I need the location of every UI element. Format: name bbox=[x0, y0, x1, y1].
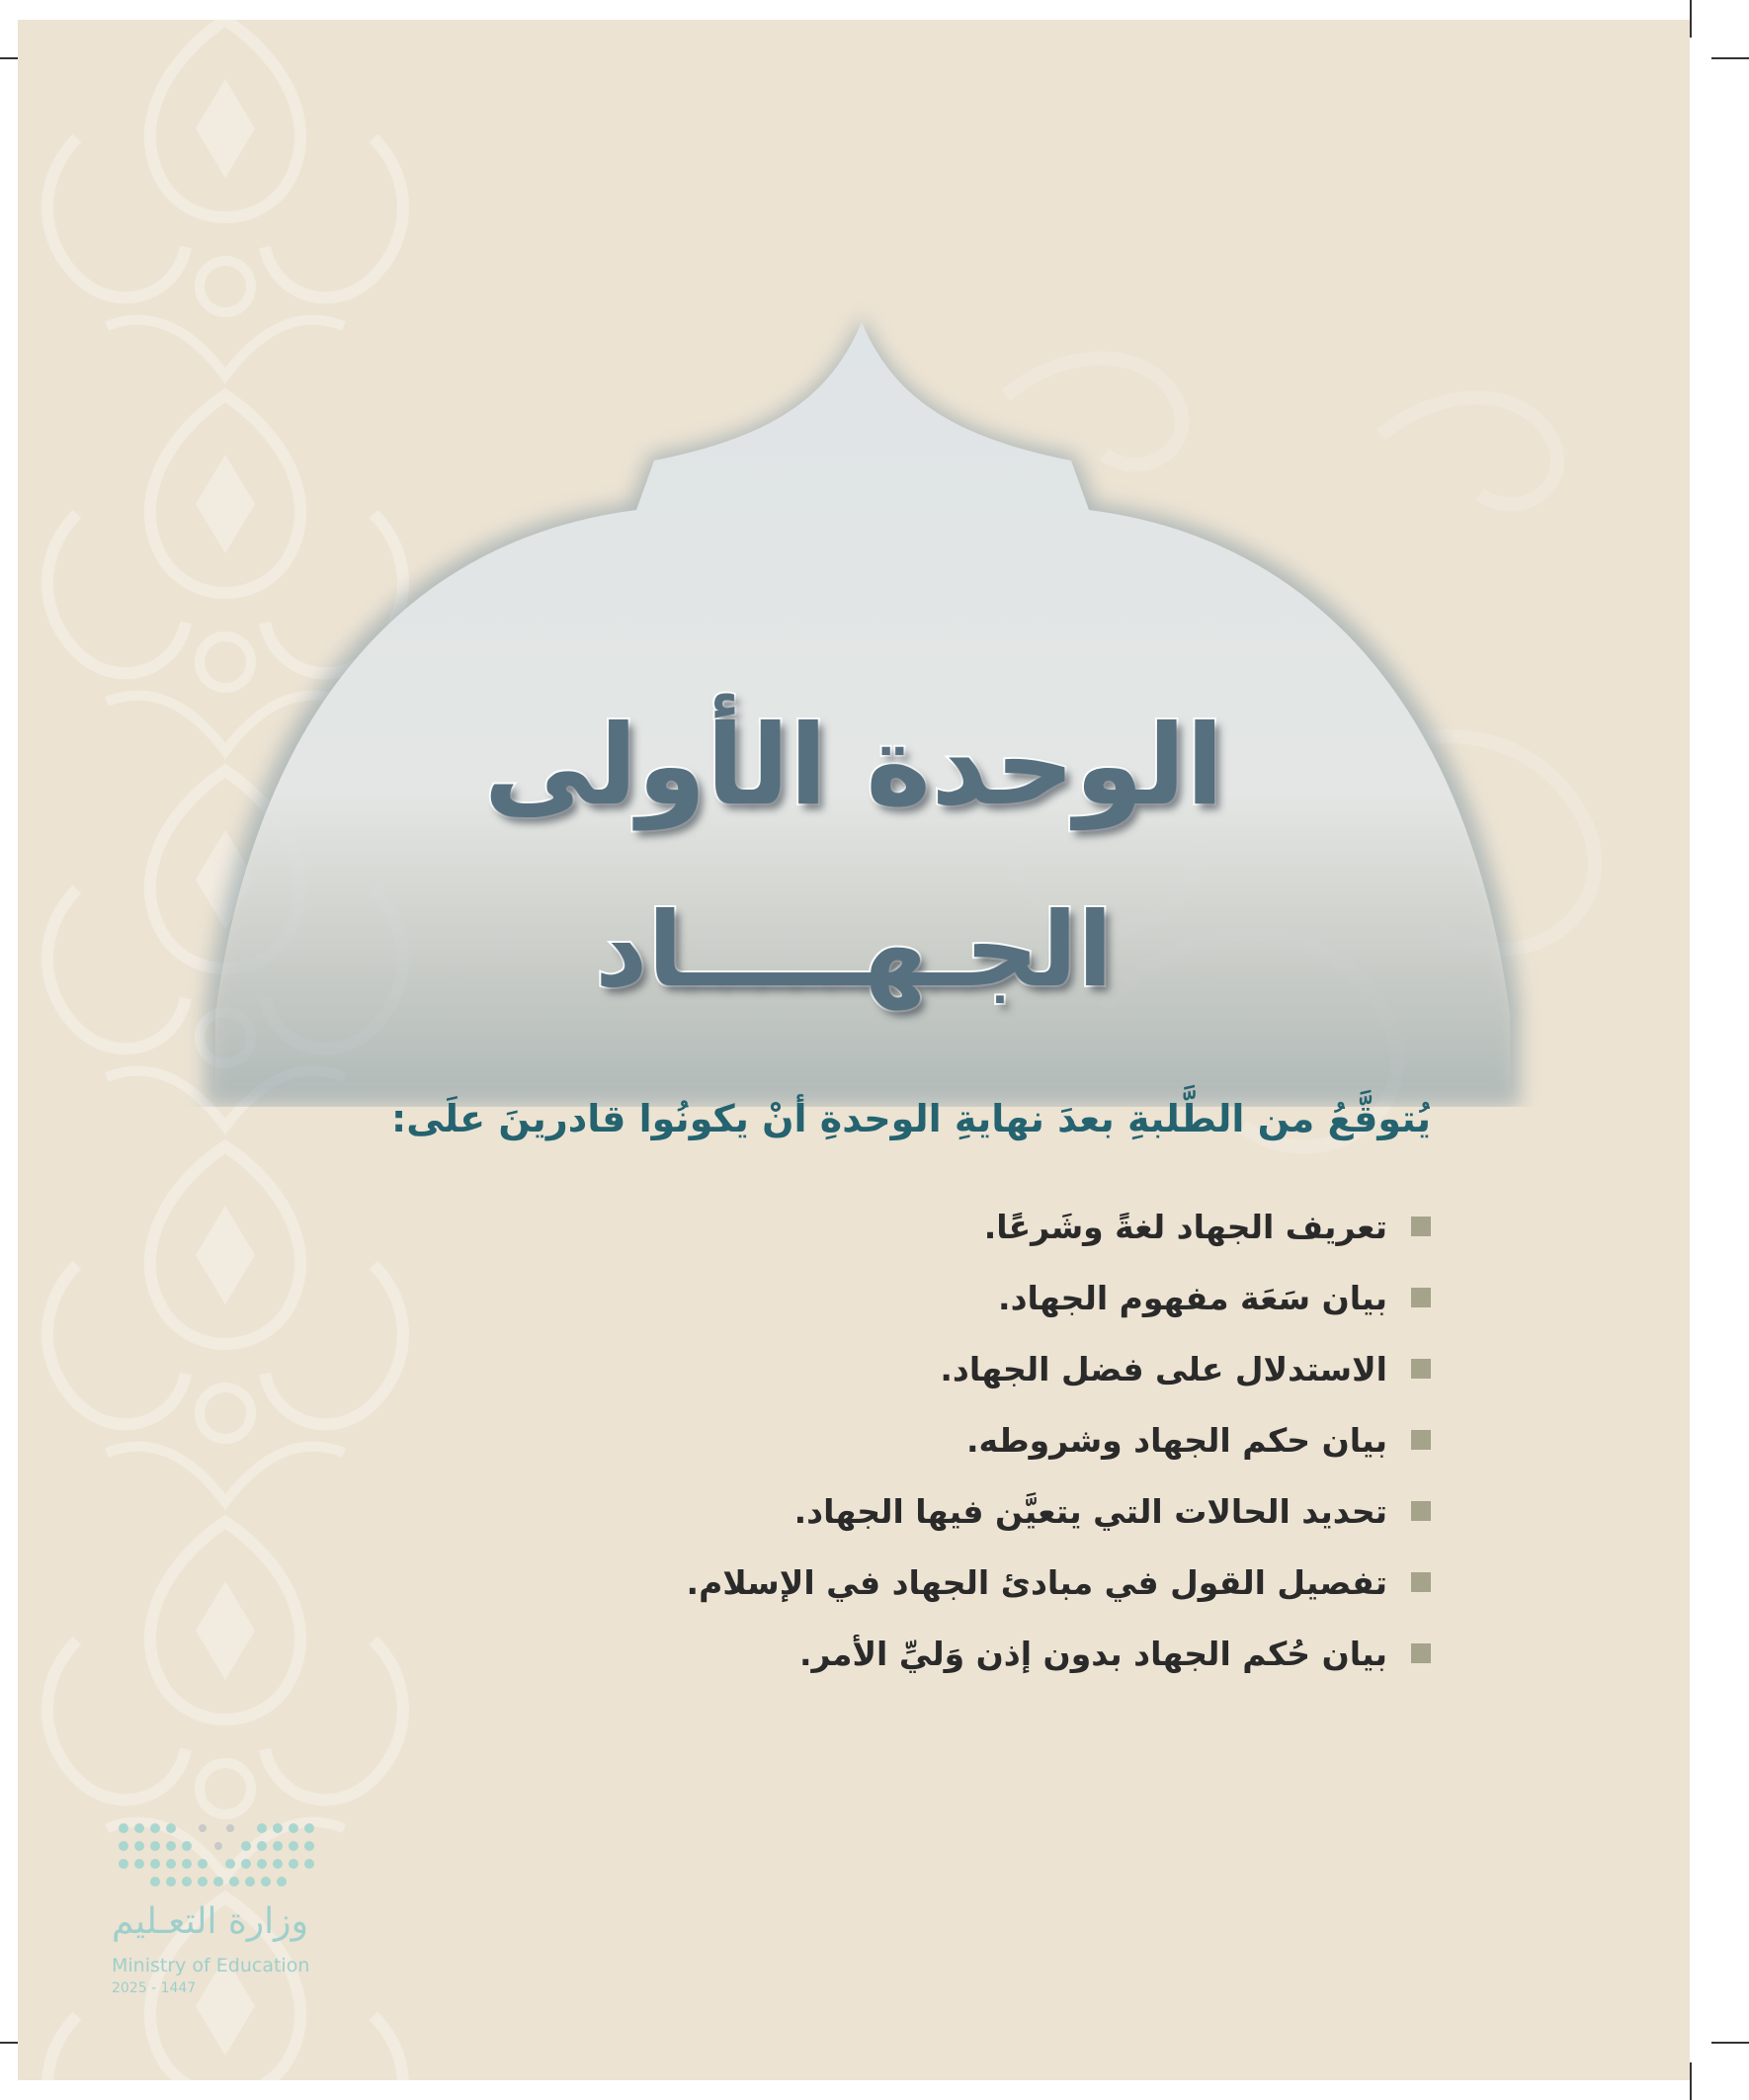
outcome-text: الاستدلال على فضل الجهاد. bbox=[940, 1349, 1387, 1388]
learning-outcomes-list bbox=[344, 1191, 1431, 1689]
crop-mark bbox=[1711, 2042, 1749, 2044]
outcome-text: بيان حُكم الجهاد بدون إذن وَليِّ الأمر. bbox=[798, 1634, 1387, 1673]
list-item bbox=[344, 1262, 1431, 1333]
list-item bbox=[344, 1475, 1431, 1547]
book-page bbox=[18, 20, 1690, 2080]
learning-outcomes-intro: يُتوقَّعُ من الطَّلبةِ بعدَ نهايةِ الوحدةِ أنْ يكونُوا قادرينَ علَى: bbox=[391, 1097, 1431, 1140]
list-item bbox=[344, 1333, 1431, 1404]
list-item bbox=[344, 1618, 1431, 1689]
square-bullet-icon bbox=[1411, 1288, 1431, 1307]
crop-mark bbox=[1690, 0, 1692, 38]
square-bullet-icon bbox=[1411, 1217, 1431, 1236]
list-item bbox=[344, 1404, 1431, 1475]
unit-subtitle: الجـهـــــاد bbox=[594, 889, 1113, 1010]
logo-english-text: Ministry of Education bbox=[112, 1955, 310, 1976]
logo-year: 2025 - 1447 bbox=[112, 1980, 197, 1996]
ministry-logo-dots-icon bbox=[114, 1818, 331, 1897]
outcome-text: تفصيل القول في مبادئ الجهاد في الإسلام. bbox=[686, 1562, 1387, 1602]
list-item bbox=[344, 1191, 1431, 1262]
logo-arabic-text: وزارة التعـليم bbox=[112, 1901, 308, 1942]
crop-mark bbox=[1711, 57, 1749, 59]
outcome-text: بيان سَعَة مفهوم الجهاد. bbox=[998, 1278, 1387, 1317]
outcome-text: تحديد الحالات التي يتعيَّن فيها الجهاد. bbox=[793, 1491, 1387, 1531]
square-bullet-icon bbox=[1411, 1430, 1431, 1450]
square-bullet-icon bbox=[1411, 1359, 1431, 1379]
outcome-text: تعريف الجهاد لغةً وشَرعًا. bbox=[983, 1207, 1387, 1246]
outcome-text: بيان حكم الجهاد وشروطه. bbox=[966, 1420, 1387, 1460]
crop-mark bbox=[1690, 2062, 1692, 2100]
square-bullet-icon bbox=[1411, 1501, 1431, 1521]
square-bullet-icon bbox=[1411, 1572, 1431, 1592]
ministry-of-education-logo bbox=[92, 1818, 349, 2056]
square-bullet-icon bbox=[1411, 1643, 1431, 1663]
list-item bbox=[344, 1547, 1431, 1618]
unit-title: الوحدة الأولى bbox=[483, 702, 1224, 830]
